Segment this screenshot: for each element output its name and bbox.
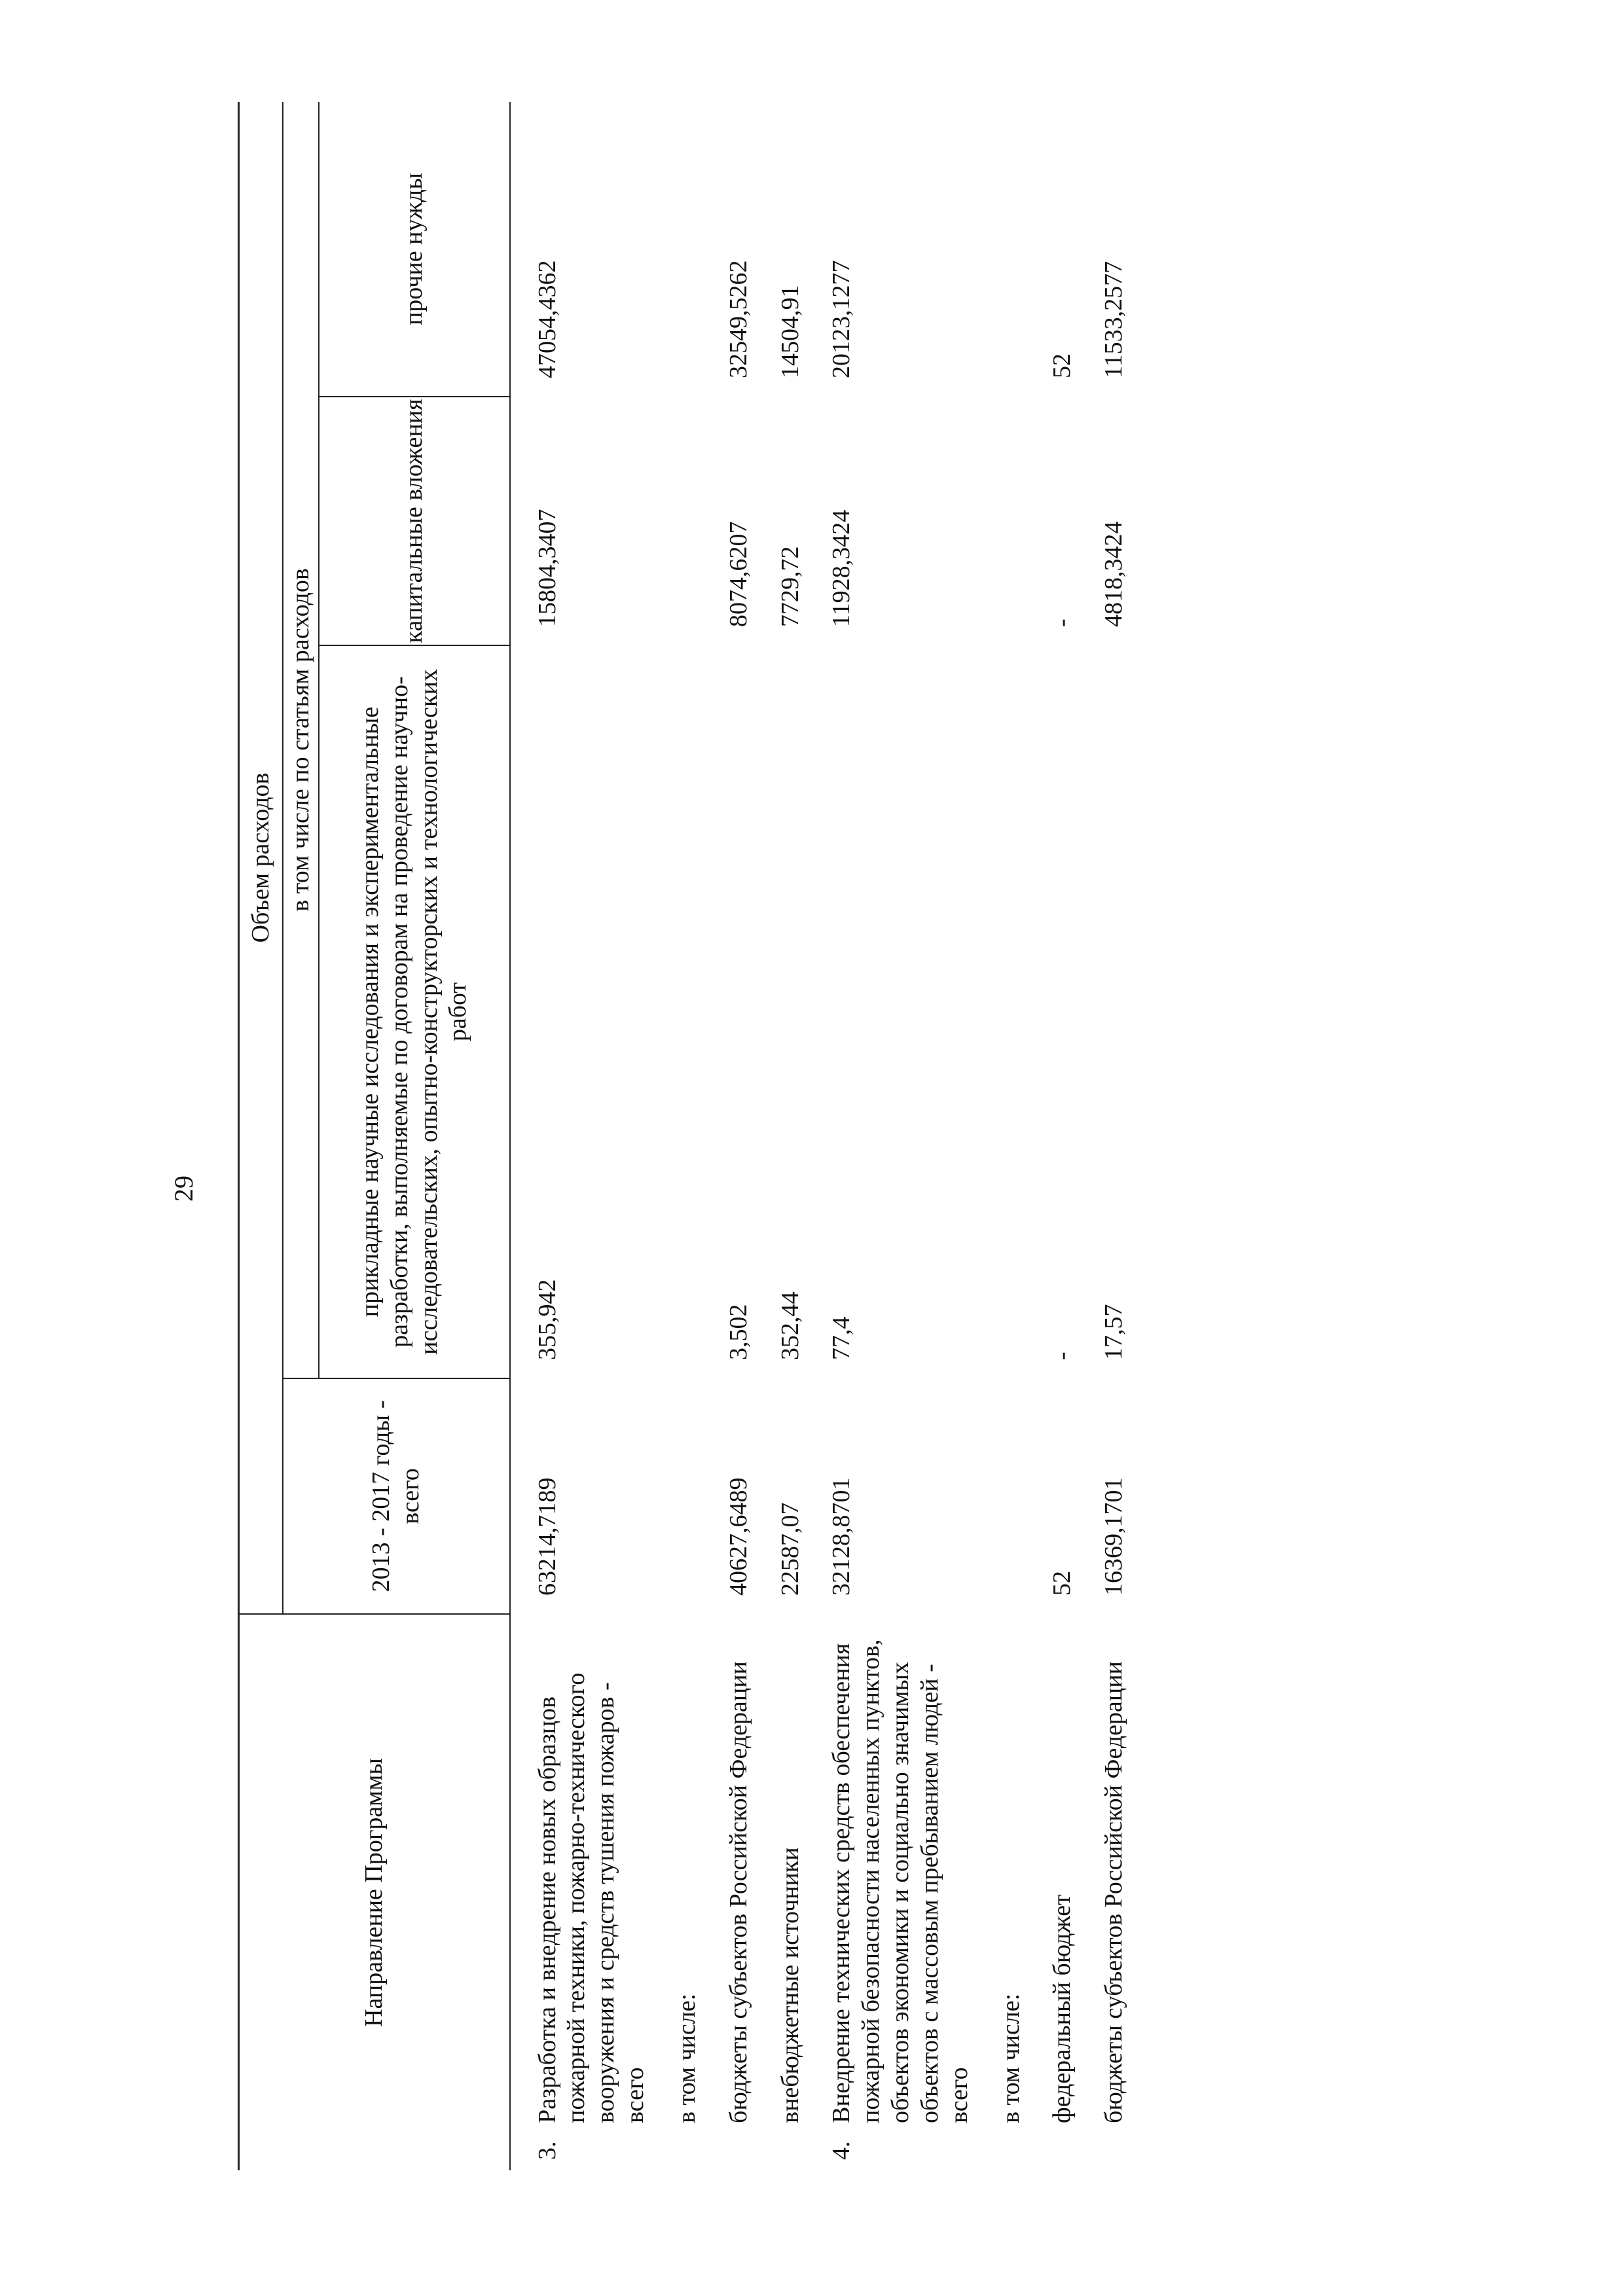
table-row [702, 102, 754, 2170]
row-total: 63214,7189 [533, 1477, 561, 1596]
header-direction: Направление Программы [239, 1614, 510, 2170]
row-number [974, 2123, 1026, 2170]
row-other: 47054,4362 [533, 260, 561, 378]
row-capital: 4818,3424 [1100, 521, 1128, 627]
row-research: 352,44 [776, 1291, 804, 1360]
row-direction: внебюджетные источники [776, 1847, 804, 2123]
table-row [754, 102, 805, 2170]
row-research: 77,4 [828, 1316, 856, 1360]
rotated-page-content [156, 65, 1466, 2170]
table-row [1077, 102, 1129, 2170]
row-capital: - [1048, 619, 1076, 627]
row-number [702, 2123, 754, 2170]
row-other [974, 102, 1026, 397]
row-research [974, 645, 1026, 1378]
header-volume-label: Объем расходов [247, 772, 274, 943]
row-direction: Внедрение технических средств обеспечения пожарной безопасности населенных пунктов, объектов экономики и социально значимых объектов с массовым пребыванием людей - всего [828, 1639, 973, 2123]
row-direction: в том числе: [672, 1993, 701, 2123]
row-research: - [1048, 1352, 1076, 1360]
row-number [1025, 2123, 1077, 2170]
header-row-1 [239, 102, 283, 2170]
expenses-table [238, 102, 1129, 2170]
row-capital: 7729,72 [776, 546, 804, 627]
header-by-items [283, 102, 319, 1378]
row-other: 20123,1277 [828, 260, 856, 378]
row-capital: 11928,3424 [828, 509, 856, 627]
row-number: 3. [533, 2141, 561, 2160]
row-total: 16369,1701 [1100, 1477, 1128, 1596]
row-capital [974, 397, 1026, 645]
row-total: 32128,8701 [828, 1477, 856, 1596]
row-direction: в том числе: [996, 1993, 1025, 2123]
header-total: 2013 - 2017 годы - всего [283, 1378, 510, 1614]
row-research: 3,502 [724, 1304, 752, 1360]
table-row [650, 102, 702, 2170]
row-direction: бюджеты субъектов Российской Федерации [1100, 1661, 1128, 2123]
row-capital: 8074,6207 [724, 521, 752, 627]
row-direction: федеральный бюджет [1048, 1894, 1076, 2123]
row-other: 14504,91 [776, 285, 804, 378]
row-other [650, 102, 702, 397]
table-row [974, 102, 1026, 2170]
row-total: 52 [1048, 1571, 1076, 1596]
row-research: 17,57 [1100, 1304, 1128, 1360]
row-direction: Разработка и внедрение новых образцов пожарной техники, пожарно-технического вооружения и средств тушения пожаров - всего [533, 1672, 649, 2123]
row-total [650, 1378, 702, 1614]
row-other: 52 [1048, 353, 1076, 378]
row-direction: бюджеты субъектов Российской Федерации [724, 1661, 752, 2123]
row-other: 11533,2577 [1100, 260, 1128, 378]
table-row [805, 102, 974, 2170]
header-col-capital: капитальные вложения [319, 397, 510, 645]
row-research [650, 645, 702, 1378]
row-other: 32549,5262 [724, 260, 752, 378]
row-total [974, 1378, 1026, 1614]
row-number [754, 2123, 805, 2170]
row-number [1077, 2123, 1129, 2170]
header-col-other: прочие нужды [319, 102, 510, 397]
row-number: 4. [828, 2141, 856, 2160]
row-total: 40627,6489 [724, 1477, 752, 1596]
header-volume [239, 102, 283, 1614]
row-total: 22587,07 [776, 1502, 804, 1596]
table-row [510, 102, 650, 2170]
page-number: 29 [169, 1175, 198, 1202]
row-number [650, 2123, 702, 2170]
header-by-items-label: в том числе по статьям расходов [286, 568, 314, 912]
row-capital [650, 397, 702, 645]
row-research: 355,942 [533, 1279, 561, 1360]
row-capital: 15804,3407 [533, 509, 561, 627]
table-row [1025, 102, 1077, 2170]
header-col-research: прикладные научные исследования и экспериментальные разработки, выполняемые по договорам на проведение научно-исследовательских, опытно-конструкторских и технологических работ [319, 645, 510, 1378]
